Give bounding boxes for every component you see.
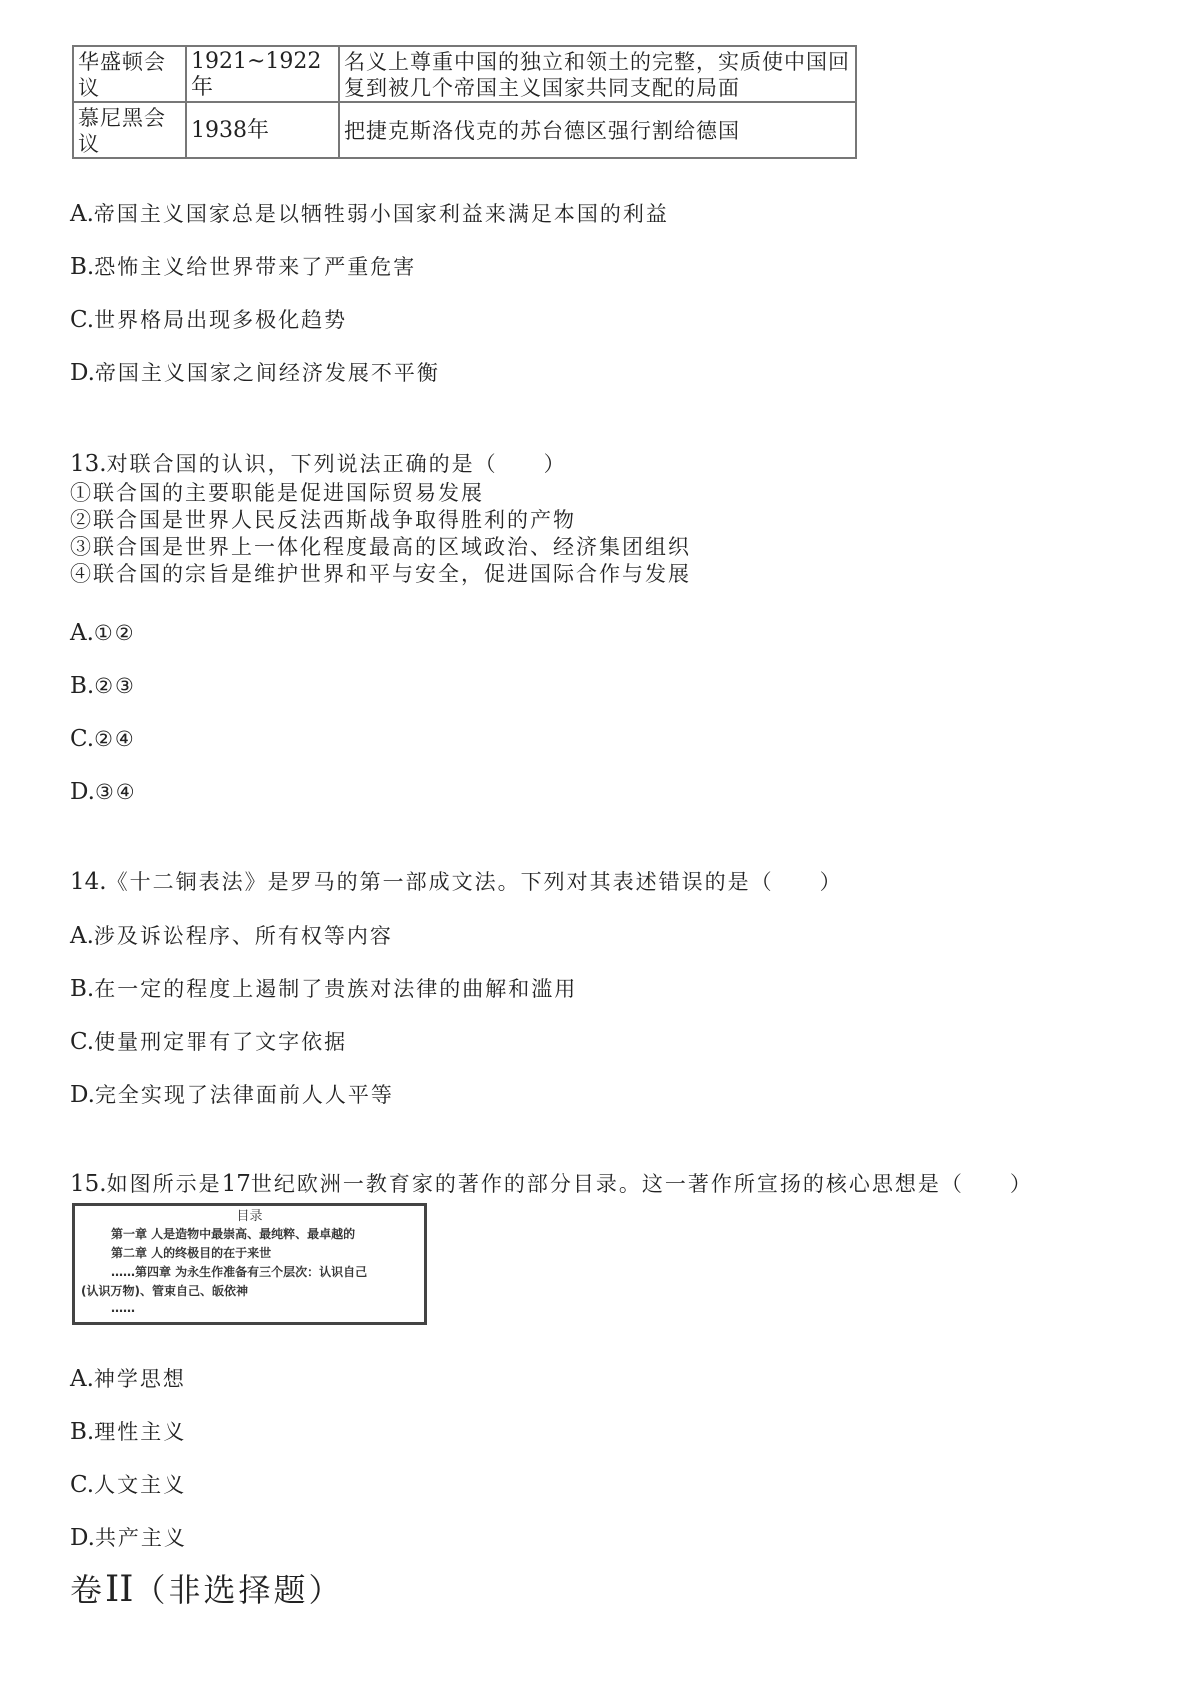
option-letter: C. [70,726,95,752]
section-suffix: （非选择题） [133,1571,344,1609]
option-text: ③④ [94,780,137,804]
question-text-post: 世纪欧洲一教育家的著作的部分目录。这一著作所宣扬的核心思想是（ ） [250,1172,1033,1196]
q12-option-b[interactable] [70,253,416,281]
conference-table [72,45,857,159]
table-row [73,102,856,158]
q13-statement-1: ①联合国的主要职能是促进国际贸易发展 [70,481,484,505]
section-numeral: II [105,1569,134,1610]
q14-option-d[interactable] [70,1081,394,1109]
q13-option-c[interactable] [70,725,136,753]
q12-option-d[interactable] [70,359,440,387]
figure-line: 第二章 人的终极目的在于来世 [111,1246,272,1260]
conference-year-cell: 1938年 [186,102,339,158]
q14-option-b[interactable] [70,975,577,1003]
q15-option-b[interactable] [70,1418,186,1446]
option-letter: B. [70,673,95,699]
option-letter: C. [70,1029,95,1055]
option-letter: B. [70,976,95,1002]
q13-option-d[interactable] [70,778,137,806]
figure-title: 目录 [236,1209,263,1224]
option-text: 涉及诉讼程序、所有权等内容 [93,924,393,948]
conference-content-cell: 把捷克斯洛伐克的苏台德区强行割给德国 [339,102,856,158]
option-letter: A. [70,1366,94,1392]
option-text: 在一定的程度上遏制了贵族对法律的曲解和滥用 [94,977,578,1001]
q14-stem [70,868,843,896]
conference-name-cell: 华盛顿会议 [73,46,186,102]
option-letter: D. [70,1525,95,1551]
q13-option-a[interactable] [70,619,136,647]
option-text: 世界格局出现多极化趋势 [94,308,348,332]
option-text: 使量刑定罪有了文字依据 [94,1030,348,1054]
option-letter: D. [70,360,95,386]
q13-statement-2: ②联合国是世界人民反法西斯战争取得胜利的产物 [70,508,576,532]
option-letter: D. [70,1082,95,1108]
option-letter: A. [70,620,94,646]
section-heading [70,1570,343,1610]
option-text: 帝国主义国家之间经济发展不平衡 [94,361,440,385]
figure-line: 第一章 人是造物中最崇高、最纯粹、最卓越的 [111,1227,356,1241]
section-prefix: 卷 [70,1571,106,1609]
conference-name-cell: 慕尼黑会议 [73,102,186,158]
option-text: 神学思想 [93,1367,186,1391]
option-text: 完全实现了法律面前人人平等 [94,1083,394,1107]
table-of-contents-figure [72,1203,427,1325]
option-letter: C. [70,1472,95,1498]
conference-content-cell: 名义上尊重中国的独立和领土的完整，实质使中国回复到被几个帝国主义国家共同支配的局面 [339,46,856,102]
q15-option-d[interactable] [70,1524,187,1552]
option-letter: A. [70,923,94,949]
option-letter: B. [70,1419,95,1445]
figure-line: (认识万物)、管束自己、皈依神 [81,1284,248,1298]
q15-option-a[interactable] [70,1365,186,1393]
option-letter: D. [70,779,95,805]
option-letter: B. [70,254,95,280]
q14-option-a[interactable] [70,922,393,950]
conference-year-cell: 1921~1922年 [186,46,339,102]
q13-statement-4: ④联合国的宗旨是维护世界和平与安全，促进国际合作与发展 [70,562,691,586]
option-text: ②③ [94,674,136,698]
question-number: 15. [70,1171,107,1197]
figure-line: ……第四章 为永生作准备有三个层次：认识自己 [111,1265,368,1279]
question-text-pre: 如图所示是 [106,1172,222,1196]
q13-stem [70,450,567,478]
question-text: 对联合国的认识，下列说法正确的是（ ） [106,452,567,476]
q13-statement-3: ③联合国是世界上一体化程度最高的区域政治、经济集团组织 [70,535,691,559]
figure-line: …… [111,1301,135,1315]
q15-option-c[interactable] [70,1471,186,1499]
option-text: 恐怖主义给世界带来了严重危害 [94,255,417,279]
q14-option-c[interactable] [70,1028,347,1056]
q12-option-c[interactable] [70,306,347,334]
option-text: ②④ [94,727,136,751]
question-text-number: 17 [221,1171,251,1197]
question-text: 《十二铜表法》是罗马的第一部成文法。下列对其表述错误的是（ ） [106,870,843,894]
option-text: ①② [93,621,136,645]
option-letter: C. [70,307,95,333]
q13-option-b[interactable] [70,672,136,700]
q15-stem [70,1170,1033,1198]
option-text: 人文主义 [94,1473,187,1497]
option-text: 共产主义 [94,1526,187,1550]
question-number: 13. [70,451,107,477]
table-row [73,46,856,102]
option-letter: A. [70,201,94,227]
option-text: 理性主义 [94,1420,187,1444]
option-text: 帝国主义国家总是以牺牲弱小国家利益来满足本国的利益 [93,202,669,226]
q12-option-a[interactable] [70,200,669,228]
question-number: 14. [70,869,107,895]
